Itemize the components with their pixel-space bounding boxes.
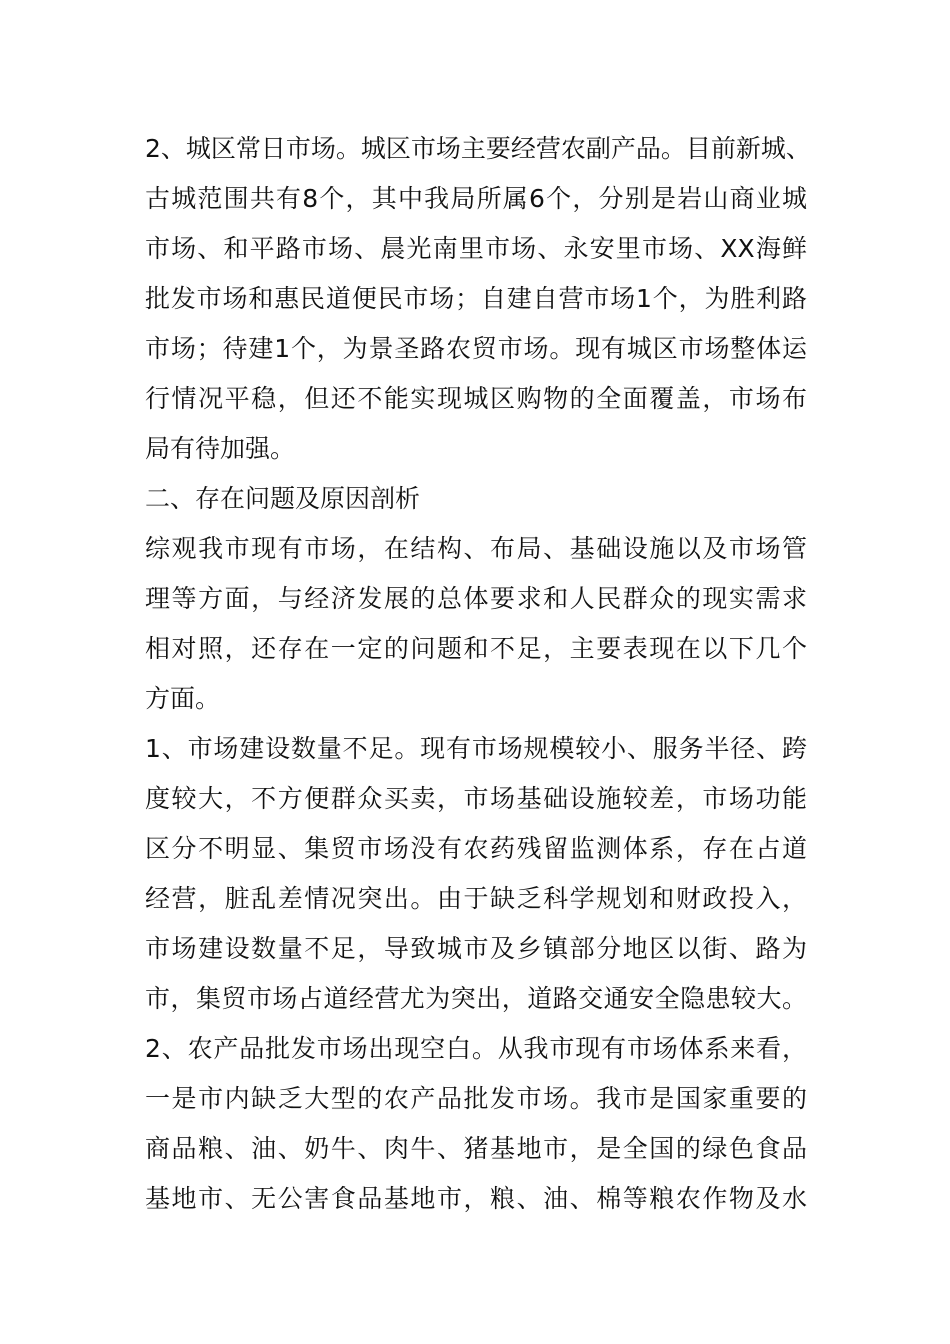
text-line: 局有待加强。 [145,434,296,463]
text-line: 基地市、无公害食品基地市，粮、油、棉等粮农作物及水 [145,1184,807,1213]
text-line: 度较大，不方便群众买卖，市场基础设施较差，市场功能 [145,784,807,813]
text-line: 市，集贸市场占道经营尤为突出，道路交通安全隐患较大。 [145,984,807,1013]
text-line: 一是市内缺乏大型的农产品批发市场。我市是国家重要的 [145,1084,807,1113]
text-line: 市场、和平路市场、晨光南里市场、永安里市场、XX海鲜 [145,234,807,263]
text-line: 相对照，还存在一定的问题和不足，主要表现在以下几个 [145,634,807,663]
text-line: 2、农产品批发市场出现空白。从我市现有市场体系来看， [145,1034,807,1063]
text-line: 市场建设数量不足，导致城市及乡镇部分地区以街、路为 [145,934,807,963]
text-line: 行情况平稳，但还不能实现城区购物的全面覆盖，市场布 [145,384,807,413]
document-page [145,124,811,1224]
text-line: 方面。 [145,684,221,713]
text-line: 区分不明显、集贸市场没有农药残留监测体系，存在占道 [145,834,807,863]
text-line: 古城范围共有8个，其中我局所属6个，分别是岩山商业城 [145,184,807,213]
section-heading: 二、存在问题及原因剖析 [145,484,421,513]
text-line: 理等方面，与经济发展的总体要求和人民群众的现实需求 [145,584,807,613]
text-line: 综观我市现有市场，在结构、布局、基础设施以及市场管 [145,534,807,563]
text-line: 市场；待建1个，为景圣路农贸市场。现有城区市场整体运 [145,334,807,363]
text-line: 批发市场和惠民道便民市场；自建自营市场1个，为胜利路 [145,284,807,313]
text-line: 2、城区常日市场。城区市场主要经营农副产品。目前新城、 [145,134,811,163]
text-line: 1、市场建设数量不足。现有市场规模较小、服务半径、跨 [145,734,807,763]
text-line: 经营，脏乱差情况突出。由于缺乏科学规划和财政投入， [145,884,807,913]
text-line: 商品粮、油、奶牛、肉牛、猪基地市，是全国的绿色食品 [145,1134,807,1163]
